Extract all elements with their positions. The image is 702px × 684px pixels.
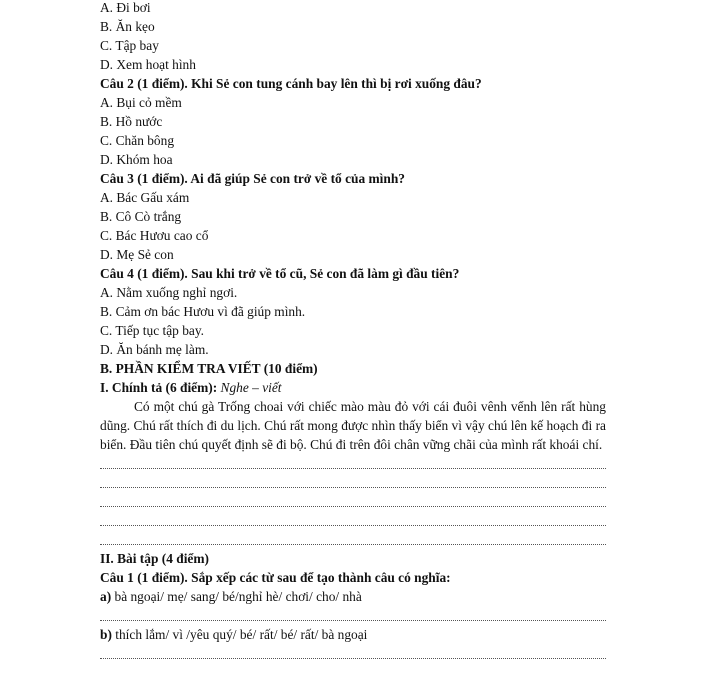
chinh-ta-label: I. Chính tả (6 điểm): [100,380,218,395]
q4-option-c: C. Tiếp tục tập bay. [100,323,205,338]
exercise-b [100,625,606,644]
chinh-ta-heading [100,378,606,397]
q2-option-c: C. Chăn bông [100,133,175,148]
q4-option-a: A. Nằm xuống nghỉ ngơi. [100,285,238,300]
q2-option-b: B. Hồ nước [100,114,163,129]
q2-title: Câu 2 (1 điểm). Khi Sẻ con tung cánh bay lên thì bị rơi xuống đâu? [100,76,482,91]
exercise-a [100,587,606,606]
exercise-b-label: b) [100,627,112,642]
dictation-passage: Có một chú gà Trống choai với chiếc mào màu đỏ với cái đuôi vênh vểnh lên rất hùng dũng. Chú rất thích đi du lịch. Chú rất mong được nhìn thấy biển vì vậy chú lên kế hoạch đi ra biển. Đầu tiên chú quyết định sẽ đi bộ. Chú đi trên đôi chân vững chãi của mình rất khoái chí. [100,399,606,452]
q1-option-a: A. Đi bơi [100,0,151,15]
q4-option-b: B. Cảm ơn bác Hươu vì đã giúp mình. [100,304,306,319]
q2-option-a: A. Bụi cỏ mềm [100,95,182,110]
exercise-a-text: bà ngoại/ mẹ/ sang/ bé/nghỉ hè/ chơi/ cho/ nhà [111,589,362,604]
writing-line-2[interactable] [100,473,606,492]
writing-line-5[interactable] [100,530,606,549]
q3-title: Câu 3 (1 điểm). Ai đã giúp Sẻ con trở về tổ của mình? [100,171,405,186]
q3-option-b: B. Cô Cò trắng [100,209,182,224]
exam-page [100,0,606,663]
q1-option-d: D. Xem hoạt hình [100,57,196,72]
cau1-title: Câu 1 (1 điểm). Sắp xếp các từ sau để tạo thành câu có nghĩa: [100,570,451,585]
chinh-ta-mode: Nghe – viết [220,380,282,395]
writing-line-1[interactable] [100,454,606,473]
writing-line-3[interactable] [100,492,606,511]
q3-option-d: D. Mẹ Sẻ con [100,247,174,262]
q1-option-b: B. Ăn kẹo [100,19,155,34]
answer-line-a[interactable] [100,606,606,625]
section-b-title: B. PHẦN KIỂM TRA VIẾT (10 điểm) [100,361,318,376]
q3-option-c: C. Bác Hươu cao cổ [100,228,209,243]
exercise-a-label: a) [100,589,112,604]
q2-option-d: D. Khóm hoa [100,152,173,167]
bai-tap-title: II. Bài tập (4 điểm) [100,551,209,566]
q1-option-c: C. Tập bay [100,38,159,53]
exercise-b-text: thích lắm/ vì /yêu quý/ bé/ rất/ bé/ rất/ bà ngoại [111,627,368,642]
writing-line-4[interactable] [100,511,606,530]
q4-option-d: D. Ăn bánh mẹ làm. [100,342,209,357]
answer-line-b[interactable] [100,644,606,663]
q4-title: Câu 4 (1 điểm). Sau khi trở về tổ cũ, Sẻ con đã làm gì đầu tiên? [100,266,460,281]
q3-option-a: A. Bác Gấu xám [100,190,190,205]
